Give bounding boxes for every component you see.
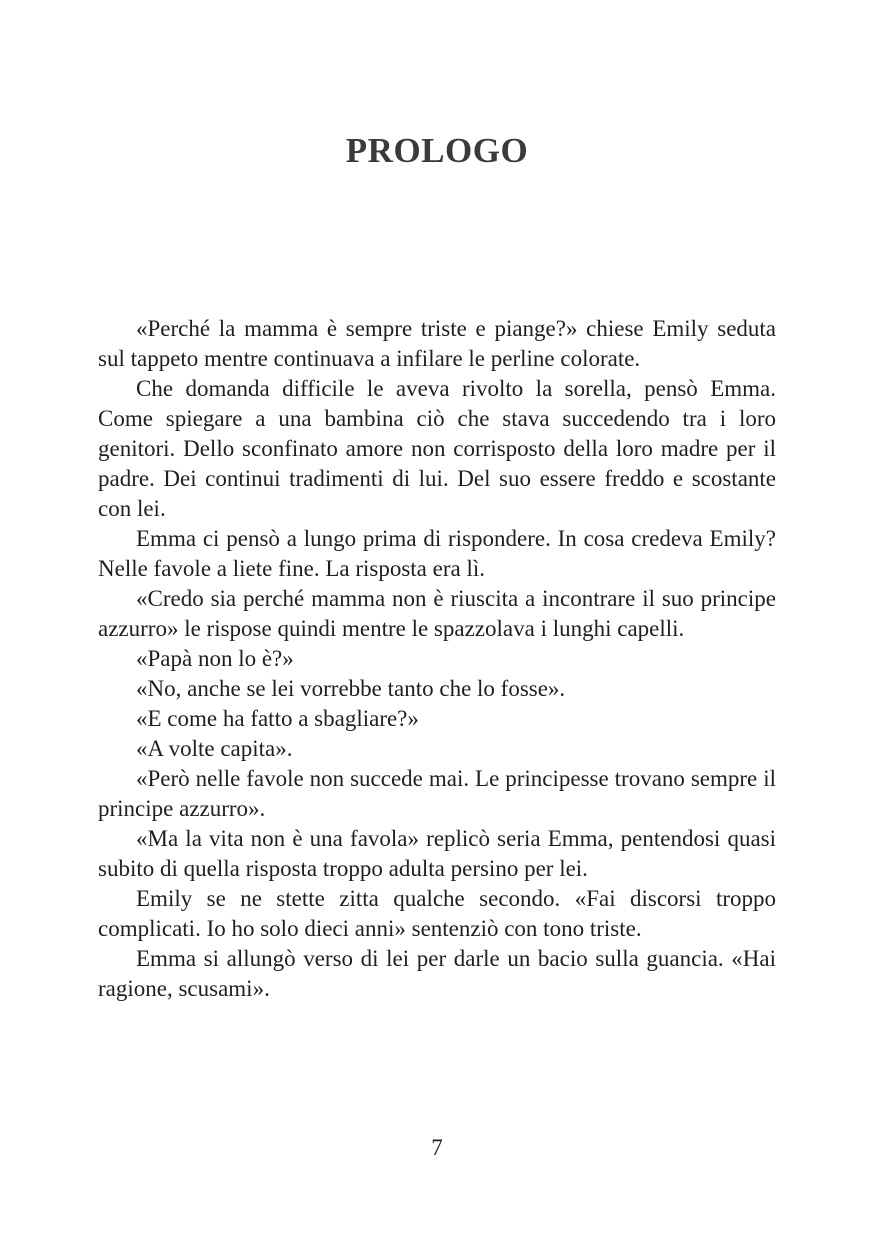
paragraph: «E come ha fatto a sbagliare?» <box>136 706 419 731</box>
paragraph: Emma ci pensò a lungo prima di rispondere. In cosa credeva Emily? Nelle favole a liete fine. La risposta era lì. <box>98 526 776 581</box>
paragraph: «Papà non lo è?» <box>136 646 294 671</box>
paragraph: «Ma la vita non è una favola» replicò seria Emma, pentendosi quasi subito di quella risposta troppo adulta persino per lei. <box>98 826 776 881</box>
page-number: 7 <box>431 1135 443 1160</box>
paragraph: «Però nelle favole non succede mai. Le principesse trovano sempre il principe azzurro». <box>98 766 776 821</box>
chapter-title: PROLOGO <box>345 131 529 170</box>
paragraph: «Perché la mamma è sempre triste e piange?» chiese Emily seduta sul tappeto mentre continuava a infilare le perline colorate. <box>98 316 776 371</box>
paragraph: Emily se ne stette zitta qualche secondo. «Fai discorsi troppo complicati. Io ho solo dieci anni» sentenziò con tono triste. <box>98 886 776 941</box>
body-text <box>98 314 776 1004</box>
paragraph: Che domanda difficile le aveva rivolto la sorella, pensò Emma. Come spiegare a una bambina ciò che stava succedendo tra i loro genitori. Dello sconfinato amore non corrisposto della loro madre per il padre. Dei continui tradimenti di lui. Del suo essere freddo e scostante con lei. <box>98 376 776 521</box>
paragraph: Emma si allungò verso di lei per darle un bacio sulla guancia. «Hai ragione, scusami». <box>98 946 776 1001</box>
paragraph: «Credo sia perché mamma non è riuscita a incontrare il suo principe azzurro» le rispose quindi mentre le spazzolava i lunghi capelli. <box>98 586 776 641</box>
paragraph: «No, anche se lei vorrebbe tanto che lo fosse». <box>136 676 566 701</box>
paragraph: «A volte capita». <box>136 736 293 761</box>
